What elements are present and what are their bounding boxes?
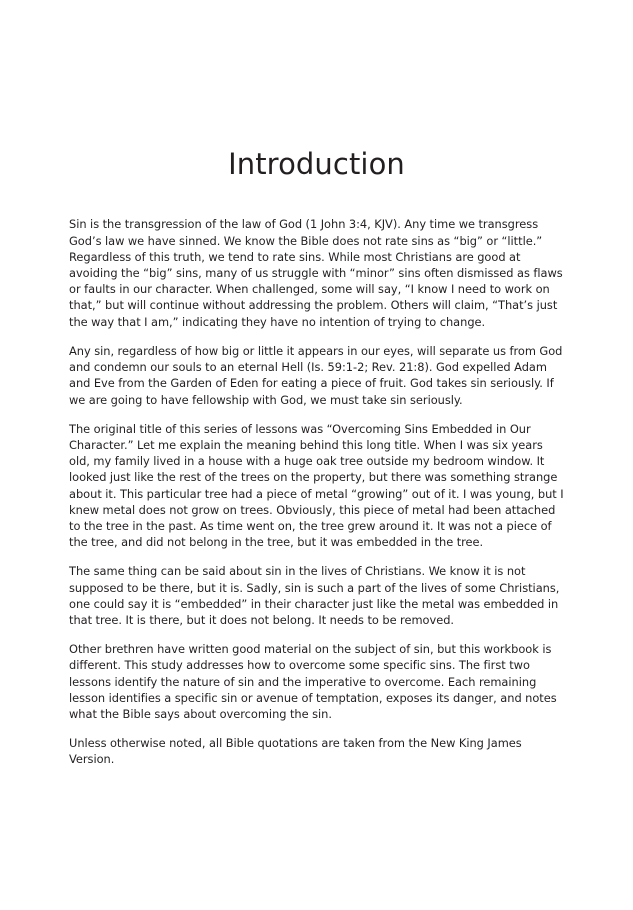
- paragraph-oak-tree-illustration: The original title of this series of lessons was “Overcoming Sins Embedded in Our Character.” Let me explain the meaning behind this long title. When I was six years old, my family lived in a house with a huge oak tree outside my bedroom window. It looked just like the rest of the trees on the property, but there was something strange about it. This particular tree had a piece of metal “growing” out of it. I was young, but I knew metal does not grow on trees. Obviously, this piece of metal had been attached to the tree in the past. As time went on, the tree grew around it. It was not a piece of the tree, and did not belong in the tree, but it was embedded in the tree.: [69, 421, 564, 550]
- page-title: Introduction: [228, 147, 405, 181]
- paragraph-consequence-of-sin: Any sin, regardless of how big or little it appears in our eyes, will separate us from God and condemn our souls to an eternal Hell (Is. 59:1-2; Rev. 21:8). God expelled Adam and Eve from the Garden of Eden for eating a piece of fruit. God takes sin seriously. If we are going to have fellowship with God, we must take sin seriously.: [69, 343, 563, 407]
- paragraph-workbook-purpose: Other brethren have written good material on the subject of sin, but this workbook is different. This study addresses how to overcome some specific sins. The first two lessons identify the nature of sin and the imperative to overcome. Each remaining lesson identifies a specific sin or avenue of temptation, exposes its danger, and notes what the Bible says about overcoming the sin.: [69, 642, 557, 721]
- paragraph-intro-definition: Sin is the transgression of the law of God (1 John 3:4, KJV). Any time we transgress God’s law we have sinned. We know the Bible does not rate sins as “big” or “little.” Regardless of this truth, we tend to rate sins. While most Christians are good at avoiding the “big” sins, many of us struggle with “minor” sins often dismissed as flaws or faults in our character. When challenged, some will say, “I know I need to work on that,” but will continue without addressing the problem. Others will claim, “That’s just the way that I am,” indicating they have no intention of trying to change.: [69, 217, 563, 329]
- document-content: [69, 148, 564, 768]
- paragraph-translation-note: Unless otherwise noted, all Bible quotations are taken from the New King James Version.: [69, 736, 522, 767]
- paragraph-embedded-sin-application: The same thing can be said about sin in the lives of Christians. We know it is not supposed to be there, but it is. Sadly, sin is such a part of the lives of some Christians, one could say it is “embedded” in their character just like the metal was embedded in that tree. It is there, but it does not belong. It needs to be removed.: [69, 564, 560, 627]
